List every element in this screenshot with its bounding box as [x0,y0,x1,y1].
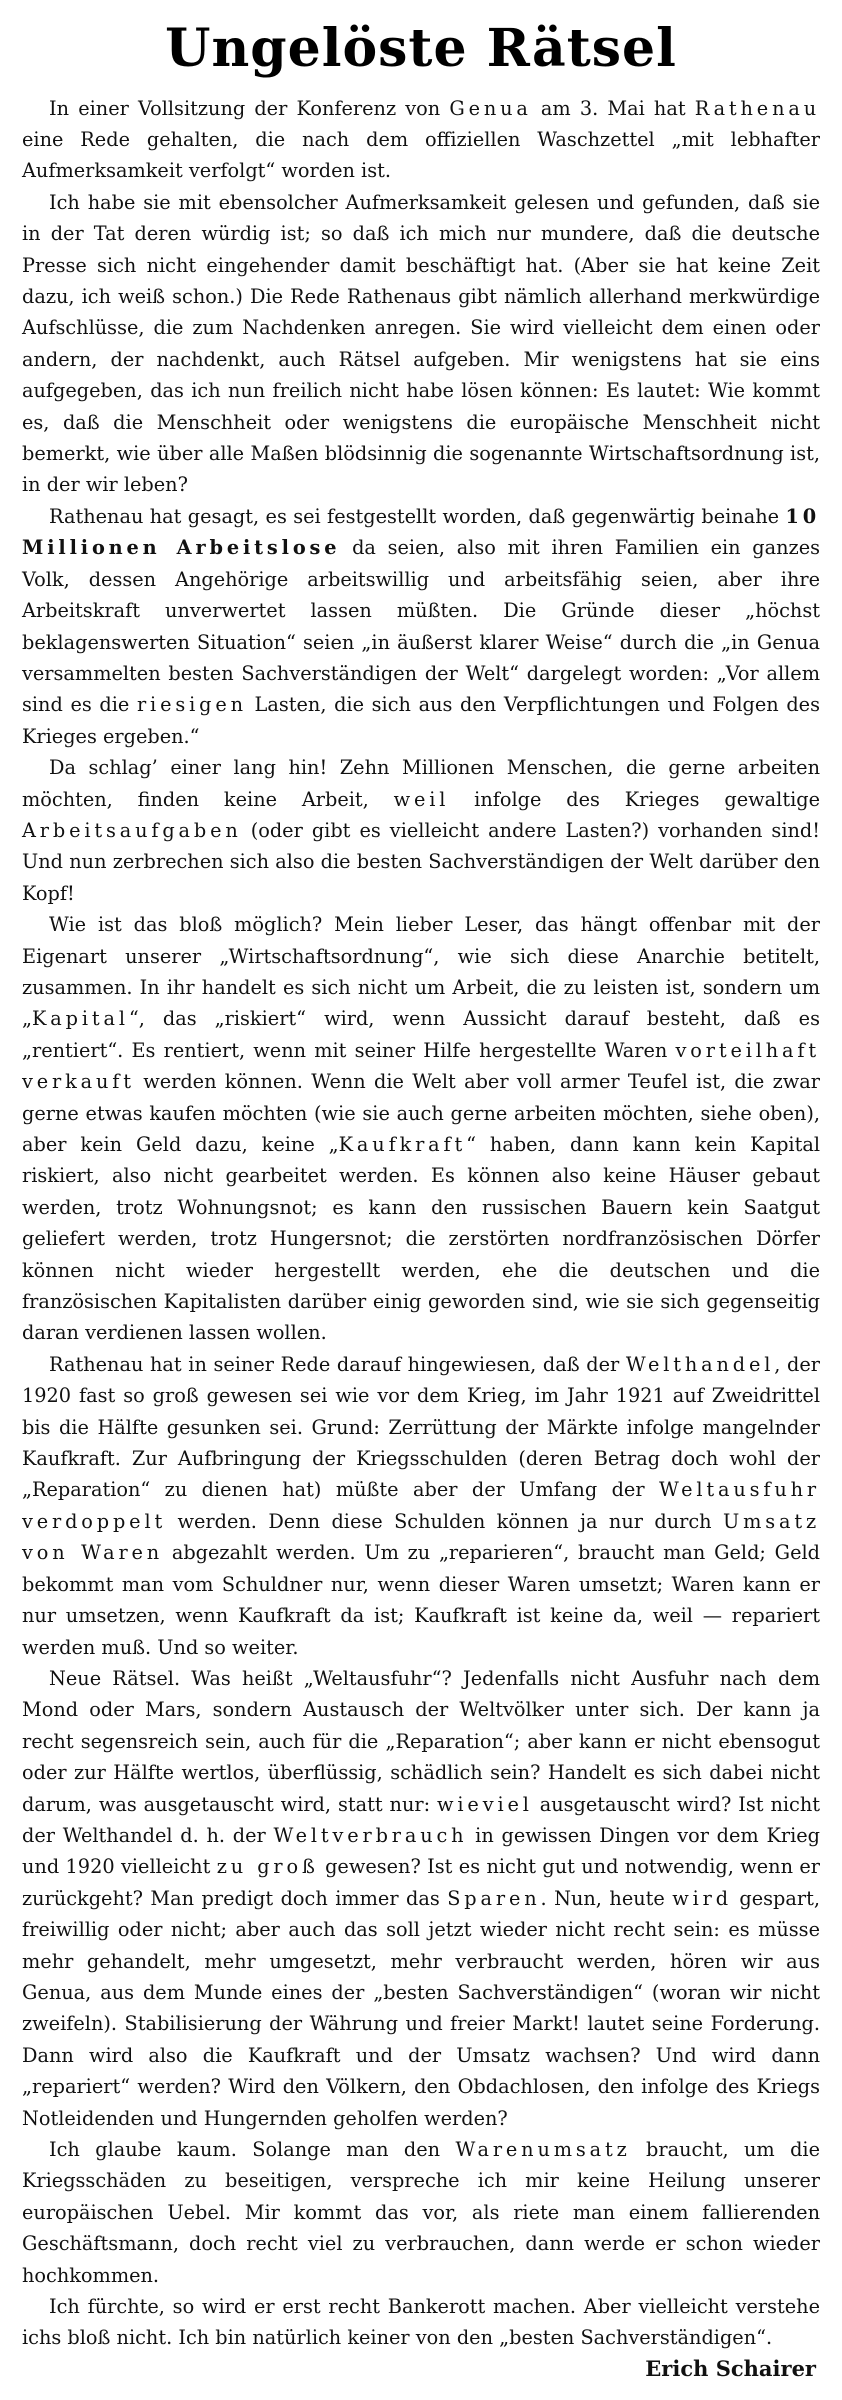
paragraph-text: gewesen? Ist es nicht gut und notwendig, wenn er zurückgeht? Man predigt doch immer das [22,1855,820,1910]
paragraph-text: Ich glaube kaum. Solange man den [49,2138,456,2161]
emphasized-text: vorteilhaft verkauft [22,1038,820,1094]
paragraph-text: Rathenau hat gesagt, es sei festgestellt worden, daß gegenwärtig beinahe [49,504,786,528]
emphasized-text: Warenumsatz [455,2138,631,2161]
article-paragraph [22,501,820,752]
paragraph-text: abgezahlt werden. Um zu „reparieren“, braucht man Geld; Geld bekommt man vom Schuldner nur, wenn dieser Waren umsetzt; Waren kann er nur umsetzen, wenn Kaufkraft da ist; Kaufkraft ist keine da, weil — repariert werden muß. Und so weiter. [22,1541,820,1659]
emphasized-text: riesigen [136,693,247,717]
emphasized-text: Sparen [447,1886,541,1910]
author-signature: Erich Schairer [645,2355,816,2381]
emphasized-text: Genua [449,96,532,120]
article-paragraph [22,909,820,1349]
paragraph-text: Rathenau hat in seiner Rede darauf hingewiesen, daß der [49,1352,626,1376]
article-paragraph [22,2291,820,2354]
emphasized-text: Umsatz von Waren [22,1509,820,1565]
article-paragraph [22,2134,820,2291]
emphasized-text: Arbeitsaufgaben [22,818,242,842]
paragraph-text: “ haben, dann kann kein Kapital riskiert, also nicht gearbeitet werden. Es können also keine Häuser gebaut werden, trotz Wohnungsnot; es kann den russischen Bauern kein Saatgut geliefert werden, trotz Hungersnot; die zerstörten nordfranzösischen Dörfer können nicht wieder hergestellt werden, ehe die deutschen und die französischen Kapitalisten darüber einig geworden sind, wie sie sich gegenseitig daran verdienen lassen wollen. [22,1133,820,1345]
paragraph-text: Ich fürchte, so wird er erst recht Bankerott machen. Aber vielleicht verstehe ichs bloß nicht. Ich bin natürlich keiner von den „besten Sachverständigen“. [22,2295,820,2350]
emphasized-text: Welthandel [625,1352,775,1376]
paragraph-text: werden können. Wenn die Welt aber voll armer Teufel ist, die zwar gerne etwas kaufen möchten (wie sie auch gerne arbeiten möchten, siehe oben), aber kein Geld dazu, keine „ [22,1070,820,1156]
article-headline: Ungelöste Rätsel [165,18,677,79]
emphasized-text: Weltausfuhr verdoppelt [22,1478,820,1533]
paragraph-text: braucht, um die Kriegsschäden zu beseitigen, verspreche ich mir keine Heilung unserer europäischen Uebel. Mir kommt das vor, als riete man einem fallierenden Geschäftsmann, doch recht viel zu verbrauchen, dann werde er schon wieder hochkommen. [22,2138,821,2287]
emphasized-text: zu groß [216,1855,319,1879]
article-paragraph [22,187,820,501]
emphasized-text: Kapital [32,1007,129,1031]
paragraph-text: , der 1920 fast so groß gewesen sei wie vor dem Krieg, im Jahr 1921 auf Zweidrittel bis die Hälfte gesunken sei. Grund: Zerrüttung der Märkte infolge mangelnder Kaufkraft. Zur Aufbringung der Kriegsschulden (deren Betrag doch wohl der „Reparation“ zu dienen hat) müßte aber der Umfang der [22,1352,820,1502]
emphasized-text: Weltverbrauch [273,1823,468,1847]
paragraph-text: . Nun, heute [540,1886,673,1910]
paragraph-text: Neue Rätsel. Was heißt „Weltausfuhr“? Jedenfalls nicht Ausfuhr nach dem Mond oder Mars, sondern Austausch der Weltvölker unter sich. Der kann ja recht segensreich sein, auch für die „Reparation“; aber kann er nicht ebensogut oder zur Hälfte wertlos, überflüssig, schädlich sein? Handelt es sich dabei nicht darum, was ausgetauscht wird, statt nur: [22,1666,820,1816]
emphasized-text: Rathenau [694,96,820,120]
paragraph-text: Wie ist das bloß möglich? Mein lieber Leser, das hängt offenbar mit der Eigenart unserer „Wirtschaftsordnung“, wie sich diese Anarchie betitelt, zusammen. In ihr handelt es sich nicht um Arbeit, die zu leisten ist, sondern um „ [22,913,820,1031]
article-body [22,93,820,2354]
article-paragraph [22,93,820,187]
article-paragraph [22,1349,820,1663]
paragraph-text: Lasten, die sich aus den Verpflichtungen und Folgen des Krieges ergeben.“ [22,693,820,748]
paragraph-text: am 3. Mai hat [531,96,695,120]
paragraph-text: infolge des Krieges gewaltige [449,787,820,811]
emphasized-text: 10 Millionen Arbeitslose [22,504,820,560]
article-paragraph [22,1663,820,2134]
paragraph-text: (oder gibt es vielleicht andere Lasten?) vorhanden sind! Und nun zerbrechen sich also die besten Sachverständigen der Welt darüber den Kopf! [22,818,820,905]
paragraph-text: da seien, also mit ihren Familien ein ganzes Volk, dessen Angehörige arbeitswillig und arbeitsfähig seien, aber ihre Arbeitskraft unverwertet lassen müßten. Die Gründe dieser „höchst beklagenswerten Situation“ seien „in äußerst klarer Weise“ durch die „in Genua versammelten besten Sachverständigen der Welt“ dargelegt worden: „Vor allem sind es die [22,536,821,717]
emphasized-text: Kaufkraft [338,1133,467,1156]
emphasized-text: weil [393,787,450,811]
paragraph-text: Ich habe sie mit ebensolcher Aufmerksamkeit gelesen und gefunden, daß sie in der Tat deren würdig ist; so daß ich mich nur mundere, daß die deutsche Presse sich nicht eingehender damit beschäftigt hat. (Aber sie hat keine Zeit dazu, ich weiß schon.) Die Rede Rathenaus gibt nämlich allerhand merkwürdige Aufschlüsse, die zum Nachdenken anregen. Sie wird vielleicht dem einen oder andern, der nachdenkt, auch Rätsel aufgeben. Mir wenigstens hat sie eins aufgegeben, das ich nun freilich nicht habe lösen können: Es lautet: Wie kommt es, daß die Menschheit oder wenigstens die europäische Menschheit nicht bemerkt, wie über alle Maßen blödsinnig die sogenannte Wirtschaftsordnung ist, in der wir leben? [22,190,820,497]
paragraph-text: werden. Denn diese Schulden können ja nur durch [166,1509,723,1533]
paragraph-text: In einer Vollsitzung der Konferenz von [49,96,450,120]
paragraph-text: ausgetauscht wird? Ist nicht der Welthandel d. h. der [22,1792,820,1847]
emphasized-text: wieviel [437,1792,533,1816]
paragraph-text: “, das „riskiert“ wird, wenn Aussicht darauf besteht, daß es „rentiert“. Es rentiert, wenn mit seiner Hilfe hergestellte Waren [22,1007,820,1062]
paragraph-text: Da schlag’ einer lang hin! Zehn Millionen Menschen, die gerne arbeiten möchten, finden keine Arbeit, [22,756,820,811]
emphasized-text: wird [672,1886,732,1910]
paragraph-text: in gewissen Dingen vor dem Krieg und 1920 vielleicht [22,1823,820,1879]
article-paragraph [22,752,820,909]
paragraph-text: eine Rede gehalten, die nach dem offiziellen Waschzettel „mit lebhafter Aufmerksamkeit verfolgt“ worden ist. [22,128,820,183]
paragraph-text: gespart, freiwillig oder nicht; aber auch das soll jetzt wieder nicht recht sein: es müsse mehr gehandelt, mehr umgesetzt, mehr verbraucht werden, hören wir aus Genua, aus dem Munde eines der „besten Sachverständigen“ (woran wir nicht zweifeln). Stabilisierung der Währung und freier Markt! lautet seine Forderung. Dann wird also die Kaufkraft und der Umsatz wachsen? Und wird dann „repariert“ werden? Wird den Völkern, den Obdachlosen, den infolge des Kriegs Notleidenden und Hungernden geholfen werden? [22,1886,820,2130]
